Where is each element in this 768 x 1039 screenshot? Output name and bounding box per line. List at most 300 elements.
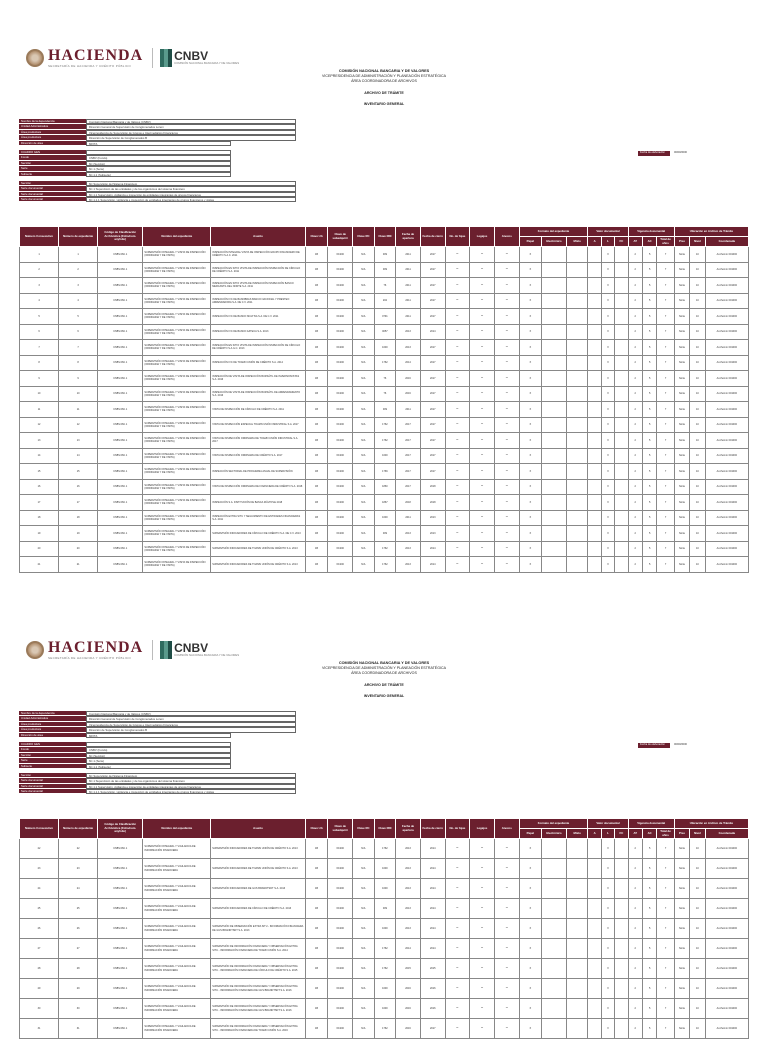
cell-num-exp: 5 — [59, 309, 98, 325]
cell-nivel: 10 — [690, 999, 705, 1019]
cell-legajos: ** — [470, 479, 495, 495]
cell-valor-fc — [615, 433, 628, 449]
cell-clave-rc: N/A — [353, 417, 375, 433]
cell-at: 2 — [628, 340, 642, 356]
cell-valor-fc — [615, 526, 628, 542]
cell-fecha-ap: 2017 — [396, 464, 421, 480]
cell-clave-sub: 6C200 — [328, 859, 353, 879]
cell-codigo: CNBV.06C.1 — [98, 510, 143, 526]
th-nombre: Nombre del expediente — [143, 227, 211, 247]
cell-legajos: ** — [470, 309, 495, 325]
cell-at: 2 — [628, 386, 642, 402]
cell-fecha-ap: 2013 — [396, 526, 421, 542]
table-row — [20, 859, 749, 879]
cell-num-consec: 6 — [20, 324, 59, 340]
cell-no-fojas: ** — [445, 839, 470, 859]
cell-ac: 5 — [642, 999, 656, 1019]
cell-valor-fc — [615, 293, 628, 309]
cell-nivel: 10 — [690, 1019, 705, 1039]
cell-ac: 5 — [642, 278, 656, 294]
cell-total: 7 — [657, 899, 674, 919]
cell-num-consec: 31 — [20, 1019, 59, 1039]
cell-anexos: ** — [494, 247, 519, 263]
cell-asunto: SUPERVISIÓN DE INFORMACIÓN FINANCIERA Y OBSERVACIÓN EXTRA SITU - INFORMACIÓN FINANCIERA DE CÍRCULO DE CRÉDITO S.A. 2015 — [211, 959, 306, 979]
cell-valor-fc — [615, 355, 628, 371]
hacienda-logo — [48, 48, 143, 68]
cell-num-consec: 28 — [20, 959, 59, 979]
cell-clave-rc: N/A — [353, 340, 375, 356]
cell-coordenada: Anchomm 001000 — [705, 464, 748, 480]
cell-total: 7 — [657, 479, 674, 495]
cell-codigo: CNBV.06C.1 — [98, 278, 143, 294]
cell-codigo: CNBV.06C.1 — [98, 939, 143, 959]
cell-nombre: SUPERVISIÓN INTEGRAL Y VISITA DE INSPECCIÓN (ORDINARIA Y DE VISITA) — [143, 526, 211, 542]
cell-fecha-ci: 2014 — [420, 899, 445, 919]
cell-fecha-ap: 2016 — [396, 979, 421, 999]
cell-fecha-ci: 2017 — [420, 433, 445, 449]
cell-electronico — [542, 309, 567, 325]
cell-at: 2 — [628, 979, 642, 999]
cell-valor-fc — [615, 495, 628, 511]
table-row — [20, 278, 749, 294]
th-fecha-ci: Fecha de cierre — [420, 227, 445, 247]
th-num-exp: Número de expediente — [59, 819, 98, 839]
cell-clave-rc: N/A — [353, 557, 375, 573]
cell-valor-fc — [615, 278, 628, 294]
cell-clave-rc: N/A — [353, 262, 375, 278]
cell-anexos: ** — [494, 859, 519, 879]
cell-mixto — [566, 278, 588, 294]
info-value: CNBV (Fondo) — [86, 747, 231, 752]
cell-anexos: ** — [494, 340, 519, 356]
th-clave-rdi: Clave RDI — [374, 819, 396, 839]
cell-num-exp: 24 — [59, 879, 98, 899]
cnbv-mark-icon — [160, 49, 172, 67]
cell-clave-rdi: 1600 — [374, 979, 396, 999]
cell-at: 2 — [628, 999, 642, 1019]
cell-papel: X — [519, 839, 542, 859]
cell-valor-l: X — [601, 495, 614, 511]
cell-no-fojas: ** — [445, 293, 470, 309]
cell-clave-rdi: 76 — [374, 278, 396, 294]
cell-piso: Norte — [674, 557, 689, 573]
cell-valor-fc — [615, 541, 628, 557]
cell-anexos: ** — [494, 879, 519, 899]
info-label: Dirección de área — [19, 141, 86, 146]
cell-valor-l: X — [601, 510, 614, 526]
cell-valor-l: X — [601, 247, 614, 263]
cell-valor-fc — [615, 557, 628, 573]
cell-fecha-ap: 2017 — [396, 479, 421, 495]
cell-clave-rc: N/A — [353, 495, 375, 511]
cell-num-consec: 5 — [20, 309, 59, 325]
cell-clave-ua: 1B — [305, 417, 328, 433]
cell-papel: X — [519, 939, 542, 959]
cell-coordenada: Anchomm 001000 — [705, 899, 748, 919]
cell-clave-rdi: 1867 — [374, 495, 396, 511]
cell-fecha-ci: 2017 — [420, 371, 445, 387]
info-label: Unidad Administrativa — [19, 716, 86, 721]
cell-papel: X — [519, 433, 542, 449]
info-value: Vicepresidencia de Supervisión de Grupos e Intermediarios Financieros — [86, 130, 296, 135]
table-row — [20, 262, 749, 278]
th-vigencia: Vigencia documental — [628, 819, 674, 829]
cell-at: 2 — [628, 959, 642, 979]
th-anexos: Anexos — [494, 227, 519, 247]
cell-valor-a — [588, 541, 601, 557]
cell-total: 7 — [657, 839, 674, 859]
cell-valor-a — [588, 262, 601, 278]
cell-clave-ua: 1B — [305, 839, 328, 859]
cell-piso: Norte — [674, 510, 689, 526]
cell-ac: 5 — [642, 495, 656, 511]
cell-papel: X — [519, 340, 542, 356]
cell-valor-l: X — [601, 448, 614, 464]
th-num-exp: Número de expediente — [59, 227, 98, 247]
cell-asunto: INSPECCIÓN EN SITIO VISITA DE INSPECCIÓN INSPECCIÓN DE CÍRCULO DE CRÉDITO S.A.G.C. 2013 — [211, 340, 306, 356]
info-fields — [19, 711, 296, 798]
cell-electronico — [542, 247, 567, 263]
cell-papel: X — [519, 557, 542, 573]
cell-no-fojas: ** — [445, 464, 470, 480]
cell-valor-fc — [615, 859, 628, 879]
cell-nivel: 10 — [690, 386, 705, 402]
th-clave-ua: Clave UA — [305, 227, 328, 247]
table-row — [20, 526, 749, 542]
cell-papel: X — [519, 417, 542, 433]
hacienda-logo — [48, 640, 143, 660]
cell-mixto — [566, 979, 588, 999]
cell-codigo: CNBV.06C.1 — [98, 879, 143, 899]
table-row — [20, 448, 749, 464]
cell-no-fojas: ** — [445, 495, 470, 511]
cell-codigo: CNBV.06C.1 — [98, 309, 143, 325]
cell-electronico — [542, 371, 567, 387]
info-label: Subserie — [19, 172, 86, 177]
cell-clave-sub: 6C200 — [328, 324, 353, 340]
cell-electronico — [542, 386, 567, 402]
cell-num-consec: 26 — [20, 919, 59, 939]
cell-codigo: CNBV.06C.1 — [98, 262, 143, 278]
cell-codigo: CNBV.06C.1 — [98, 464, 143, 480]
cell-legajos: ** — [470, 959, 495, 979]
cell-clave-ua: 1B — [305, 324, 328, 340]
cell-valor-fc — [615, 324, 628, 340]
cell-num-exp: 16 — [59, 479, 98, 495]
cell-no-fojas: ** — [445, 879, 470, 899]
cell-anexos: ** — [494, 448, 519, 464]
cell-clave-sub: 6C200 — [328, 262, 353, 278]
cell-nivel: 10 — [690, 417, 705, 433]
cell-no-fojas: ** — [445, 510, 470, 526]
cell-valor-l: X — [601, 979, 614, 999]
cell-clave-ua: 1B — [305, 247, 328, 263]
cell-valor-fc — [615, 899, 628, 919]
cell-clave-rc: N/A — [353, 919, 375, 939]
table-row — [20, 371, 749, 387]
cell-electronico — [542, 417, 567, 433]
cell-num-consec: 21 — [20, 557, 59, 573]
cell-fecha-ci: 2017 — [420, 417, 445, 433]
cell-nombre: SUPERVISIÓN INTEGRAL Y VIGILANCIA DE INFORMACIÓN FINANCIERA — [143, 999, 211, 1019]
cell-papel: X — [519, 979, 542, 999]
cell-legajos: ** — [470, 939, 495, 959]
cell-mixto — [566, 939, 588, 959]
cell-total: 7 — [657, 557, 674, 573]
cell-num-exp: 4 — [59, 293, 98, 309]
cell-valor-a — [588, 999, 601, 1019]
cell-valor-fc — [615, 309, 628, 325]
cell-papel: X — [519, 309, 542, 325]
cell-num-consec: 12 — [20, 417, 59, 433]
cell-num-consec: 11 — [20, 402, 59, 418]
table-row — [20, 510, 749, 526]
cell-clave-ua: 1B — [305, 526, 328, 542]
cell-clave-sub: 6C200 — [328, 355, 353, 371]
cell-clave-ua: 1B — [305, 386, 328, 402]
table-row — [20, 247, 749, 263]
cell-ac: 5 — [642, 448, 656, 464]
cell-clave-sub: 6C200 — [328, 340, 353, 356]
cell-coordenada: Anchomm 001000 — [705, 386, 748, 402]
cell-valor-a — [588, 464, 601, 480]
cell-no-fojas: ** — [445, 479, 470, 495]
cell-total: 7 — [657, 999, 674, 1019]
cell-legajos: ** — [470, 324, 495, 340]
cell-clave-ua: 1B — [305, 541, 328, 557]
cell-num-exp: 1 — [59, 247, 98, 263]
cell-electronico — [542, 859, 567, 879]
cell-legajos: ** — [470, 557, 495, 573]
cell-clave-sub: 6C200 — [328, 433, 353, 449]
cell-papel: X — [519, 355, 542, 371]
th-electronico: Electrónico — [542, 829, 567, 839]
th-no-fojas: No. de fojas — [445, 819, 470, 839]
cell-clave-rc: N/A — [353, 479, 375, 495]
header-logos — [26, 48, 239, 68]
cell-clave-rc: N/A — [353, 959, 375, 979]
cell-coordenada: Anchomm 001000 — [705, 979, 748, 999]
cell-legajos: ** — [470, 526, 495, 542]
cell-clave-ua: 1B — [305, 979, 328, 999]
table-row — [20, 402, 749, 418]
cell-piso: Norte — [674, 278, 689, 294]
cell-mixto — [566, 402, 588, 418]
cell-nombre: SUPERVISIÓN INTEGRAL Y VISITA DE INSPECCIÓN (ORDINARIA Y DE VISITA) — [143, 402, 211, 418]
cell-valor-l: X — [601, 402, 614, 418]
cell-asunto: VISITA DE INSPECCIÓN ESPECIAL TOAMN UNIÓN INDUSTRIAL S.A. 2017 — [211, 417, 306, 433]
th-piso: Piso — [674, 829, 689, 839]
cell-ac: 5 — [642, 340, 656, 356]
cell-clave-rdi: 1762 — [374, 417, 396, 433]
cell-num-exp: 14 — [59, 448, 98, 464]
cell-legajos: ** — [470, 340, 495, 356]
cell-anexos: ** — [494, 526, 519, 542]
info-value: Dirección de Supervisión de Conglomerados B — [86, 727, 296, 732]
cnbv-logo-name: CNBV — [174, 49, 209, 64]
cell-clave-rdi: 1860 — [374, 479, 396, 495]
cell-num-consec: 29 — [20, 979, 59, 999]
header-logos — [26, 640, 239, 660]
cell-valor-fc — [615, 1019, 628, 1039]
cell-at: 2 — [628, 247, 642, 263]
cell-asunto: SUPERVISIÓN INDICADORES DE TOAMN UNIÓN DE CRÉDITO S.A. 2013 — [211, 557, 306, 573]
cell-valor-a — [588, 417, 601, 433]
cell-piso: Norte — [674, 999, 689, 1019]
cell-clave-rdi: 1600 — [374, 879, 396, 899]
cell-nivel: 10 — [690, 433, 705, 449]
cell-total: 7 — [657, 510, 674, 526]
cell-num-exp: 29 — [59, 979, 98, 999]
cell-clave-sub: 6C200 — [328, 247, 353, 263]
cell-clave-rc: N/A — [353, 247, 375, 263]
cell-fecha-ap: 2017 — [396, 433, 421, 449]
cell-num-exp: 15 — [59, 464, 98, 480]
cell-clave-rc: N/A — [353, 309, 375, 325]
cell-no-fojas: ** — [445, 417, 470, 433]
cell-nombre: SUPERVISIÓN INTEGRAL Y VISITA DE INSPECCIÓN (ORDINARIA Y DE VISITA) — [143, 433, 211, 449]
th-clave-sub: Clave de subadquirir — [328, 819, 353, 839]
table-row — [20, 386, 749, 402]
cell-nombre: SUPERVISIÓN INTEGRAL Y VISITA DE INSPECCIÓN (ORDINARIA Y DE VISITA) — [143, 355, 211, 371]
cell-clave-ua: 1B — [305, 309, 328, 325]
cell-clave-sub: 6C200 — [328, 979, 353, 999]
cell-nombre: SUPERVISIÓN INTEGRAL Y VISITA DE INSPECCIÓN (ORDINARIA Y DE VISITA) — [143, 417, 211, 433]
cell-papel: X — [519, 402, 542, 418]
cell-nombre: SUPERVISIÓN INTEGRAL Y VIGILANCIA DE INFORMACIÓN FINANCIERA — [143, 1019, 211, 1039]
cell-piso: Norte — [674, 959, 689, 979]
cell-coordenada: Anchomm 001000 — [705, 324, 748, 340]
cell-at: 2 — [628, 309, 642, 325]
cell-asunto: INSPECCIÓN S.A. INSTITUCIÓN DE BANCA MÚLTIPLE 2018 — [211, 495, 306, 511]
cell-clave-sub: 6C200 — [328, 309, 353, 325]
cell-clave-ua: 1B — [305, 278, 328, 294]
cell-num-consec: 7 — [20, 340, 59, 356]
cell-at: 2 — [628, 526, 642, 542]
cell-coordenada: Anchomm 001000 — [705, 510, 748, 526]
cnbv-logo-subtitle: COMISIÓN NACIONAL BANCARIA Y DE VALORES — [174, 61, 240, 66]
cell-codigo: CNBV.06C.1 — [98, 557, 143, 573]
cell-electronico — [542, 541, 567, 557]
cell-clave-rc: N/A — [353, 899, 375, 919]
info-value: Dirección General de Supervisión de Conglomerados Lorem — [86, 124, 296, 129]
cell-codigo: CNBV.06C.1 — [98, 402, 143, 418]
cell-clave-ua: 1B — [305, 479, 328, 495]
cell-legajos: ** — [470, 247, 495, 263]
cell-num-exp: 8 — [59, 355, 98, 371]
cell-anexos: ** — [494, 402, 519, 418]
th-ac: AC — [642, 829, 656, 839]
cell-clave-sub: 6C200 — [328, 959, 353, 979]
info-value: 6C.1 Supervisión de las entidades y de los organismos del sistema financiero — [86, 186, 296, 191]
fecha-value: 00/00/0000 — [674, 743, 687, 746]
cell-asunto: SUPERVISIÓN INDICADORES DE CÍRCULO DE CRÉDITO S.A. 2013 — [211, 899, 306, 919]
cell-no-fojas: ** — [445, 433, 470, 449]
cell-piso: Norte — [674, 495, 689, 511]
cell-fecha-ap: 2011 — [396, 278, 421, 294]
cell-clave-rdi: 1600 — [374, 859, 396, 879]
cell-clave-rc: N/A — [353, 464, 375, 480]
cell-num-exp: 26 — [59, 919, 98, 939]
cell-clave-rdi: 0791 — [374, 309, 396, 325]
cell-coordenada: Anchomm 001000 — [705, 371, 748, 387]
info-value: 6C.1.1 (Subserie) — [86, 764, 231, 769]
cell-nivel: 10 — [690, 879, 705, 899]
heading-title: COMISIÓN NACIONAL BANCARIA Y DE VALORES — [338, 69, 430, 73]
cell-clave-rdi: 76 — [374, 386, 396, 402]
cell-valor-fc — [615, 999, 628, 1019]
th-a: A — [588, 829, 601, 839]
cell-total: 7 — [657, 495, 674, 511]
cell-legajos: ** — [470, 293, 495, 309]
cell-num-exp: 9 — [59, 371, 98, 387]
cell-anexos: ** — [494, 557, 519, 573]
cell-asunto: SUPERVISIÓN INDICADORES DE TOAMN UNIÓN DE CRÉDITO S.A. 2013 — [211, 859, 306, 879]
cell-at: 2 — [628, 541, 642, 557]
cell-clave-rdi: 1762 — [374, 1019, 396, 1039]
cell-papel: X — [519, 324, 542, 340]
info-label: Serie documental — [19, 784, 86, 789]
cell-mixto — [566, 879, 588, 899]
cell-nivel: 10 — [690, 859, 705, 879]
cell-legajos: ** — [470, 386, 495, 402]
cell-num-consec: 14 — [20, 448, 59, 464]
cell-no-fojas: ** — [445, 859, 470, 879]
cell-clave-rdi: 1762 — [374, 939, 396, 959]
cell-no-fojas: ** — [445, 979, 470, 999]
cell-num-exp: 7 — [59, 340, 98, 356]
cell-valor-a — [588, 402, 601, 418]
cell-total: 7 — [657, 417, 674, 433]
heading-doc-subtitle: INVENTARIO GENERAL — [363, 102, 405, 106]
info-value: 6C Supervisión del Sistema Financiero — [86, 773, 296, 778]
cell-nombre: SUPERVISIÓN INTEGRAL Y VIGILANCIA DE INFORMACIÓN FINANCIERA — [143, 979, 211, 999]
cell-legajos: ** — [470, 839, 495, 859]
fecha-elaboracion — [638, 151, 710, 156]
cell-coordenada: Anchomm 001000 — [705, 959, 748, 979]
hacienda-logo-name: HACIENDA — [48, 639, 144, 656]
cell-legajos: ** — [470, 859, 495, 879]
cell-fecha-ci: 2013 — [420, 526, 445, 542]
table-row — [20, 557, 749, 573]
cell-total: 7 — [657, 859, 674, 879]
cell-num-consec: 19 — [20, 526, 59, 542]
cell-codigo: CNBV.06C.1 — [98, 386, 143, 402]
cell-fecha-ci: 2017 — [420, 464, 445, 480]
cell-valor-l: X — [601, 324, 614, 340]
th-valor: Valor documental — [588, 227, 628, 237]
th-nombre: Nombre del expediente — [143, 819, 211, 839]
cell-codigo: CNBV.06C.1 — [98, 448, 143, 464]
cell-clave-sub: 6C200 — [328, 510, 353, 526]
cell-nivel: 10 — [690, 979, 705, 999]
cell-ac: 5 — [642, 464, 656, 480]
info-value: Dirección de Supervisión de Conglomerados B — [86, 135, 296, 140]
cell-clave-rc: N/A — [353, 879, 375, 899]
cell-nivel: 10 — [690, 919, 705, 939]
cell-ac: 5 — [642, 839, 656, 859]
cell-valor-l: X — [601, 371, 614, 387]
cell-at: 2 — [628, 839, 642, 859]
cell-nombre: SUPERVISIÓN INTEGRAL Y VIGILANCIA DE INFORMACIÓN FINANCIERA — [143, 919, 211, 939]
th-ubicacion: Ubicación en Archivo de Trámite — [674, 819, 748, 829]
table-row — [20, 1019, 749, 1039]
info-label: Área productora — [19, 130, 86, 135]
cell-valor-fc — [615, 919, 628, 939]
table-row — [20, 879, 749, 899]
cell-valor-l: X — [601, 526, 614, 542]
cell-clave-rdi: 76 — [374, 371, 396, 387]
